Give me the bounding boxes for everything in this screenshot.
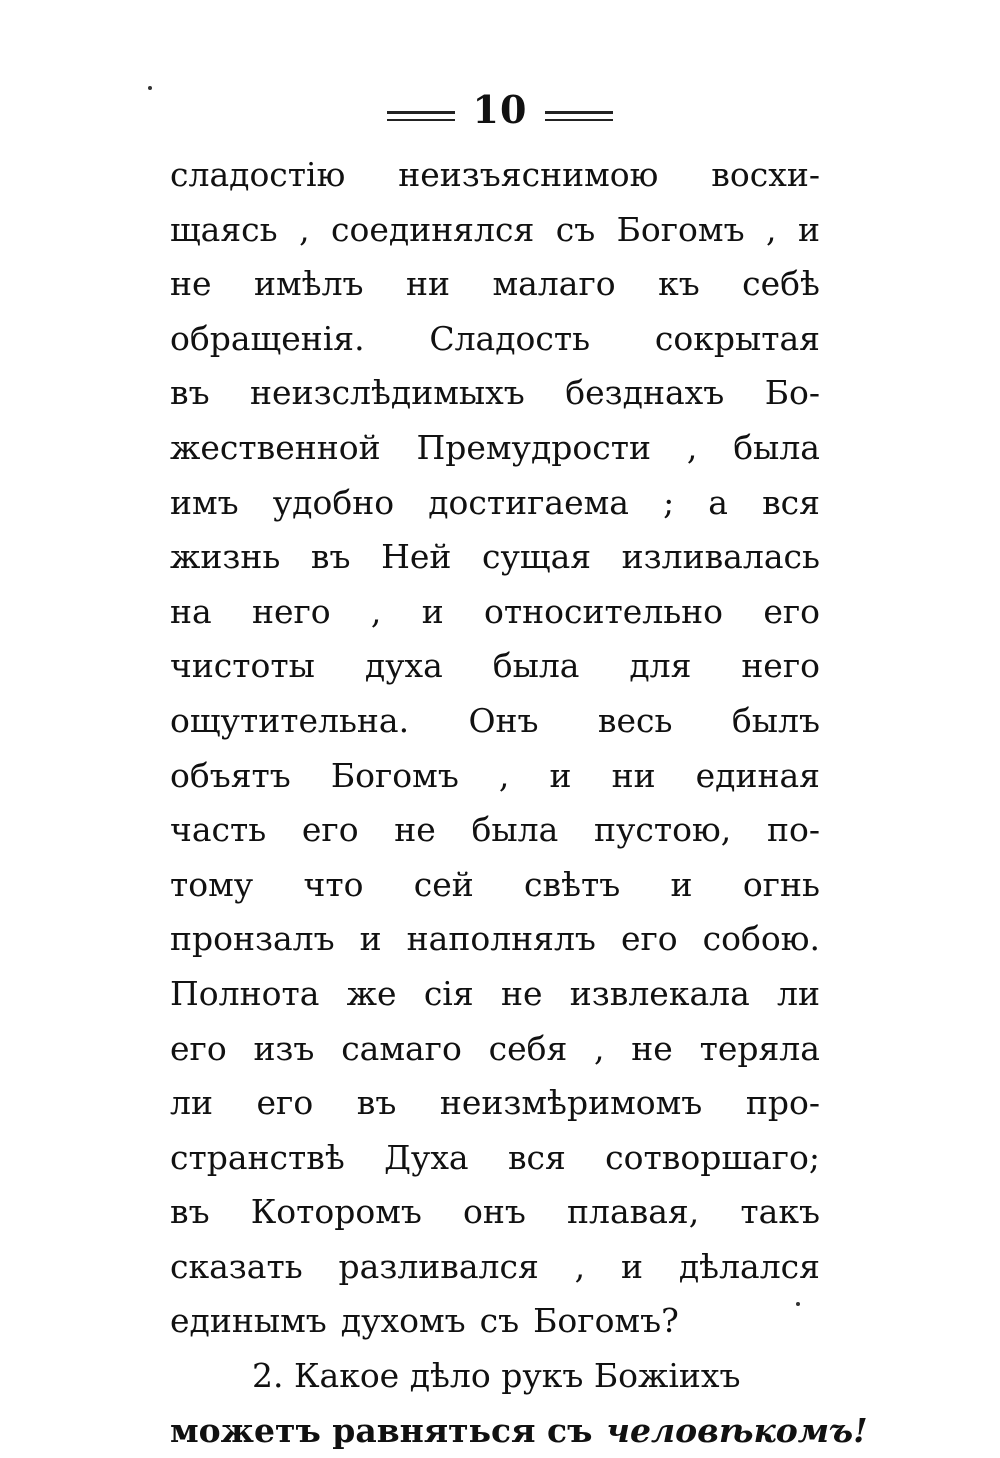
- text-line: [170, 858, 820, 913]
- text-line: [170, 639, 820, 694]
- word: такъ: [740, 1192, 820, 1232]
- word: и: [549, 755, 572, 795]
- word: ощутительна.: [170, 700, 410, 740]
- text-line: [170, 148, 820, 203]
- word: Которомъ: [250, 1192, 422, 1232]
- word: чистоты: [170, 646, 315, 686]
- text-line: [170, 366, 820, 421]
- word: безднахъ: [565, 373, 725, 413]
- word: вся: [762, 482, 820, 522]
- word: къ: [658, 264, 700, 304]
- header-rule-right: [545, 111, 613, 121]
- word: сія: [423, 973, 474, 1013]
- page-number: 10: [472, 86, 528, 132]
- text-line: [170, 1022, 820, 1077]
- text-line: [170, 203, 820, 258]
- text-line: [170, 312, 820, 367]
- word: была: [492, 646, 580, 686]
- word: щаясь: [170, 209, 278, 249]
- text-line: [170, 967, 820, 1022]
- word: Духа: [384, 1137, 469, 1177]
- word: неизмѣримомъ: [439, 1083, 703, 1123]
- print-speck: [796, 1302, 800, 1306]
- word: Богомъ: [330, 755, 459, 795]
- word: его: [763, 591, 820, 631]
- word: была: [471, 810, 559, 850]
- word: Полнота: [170, 973, 320, 1013]
- word: была: [733, 427, 820, 467]
- word: имъ: [170, 482, 239, 522]
- word: въ: [310, 537, 351, 577]
- word: изливалась: [621, 537, 820, 577]
- text-line: [170, 421, 820, 476]
- word: ,: [594, 1028, 605, 1068]
- word: пронзалъ: [170, 919, 335, 959]
- header-rule-left: [387, 111, 455, 121]
- word: не: [631, 1028, 673, 1068]
- word: и: [621, 1246, 643, 1286]
- word: весь: [597, 700, 673, 740]
- paragraph-1: [170, 148, 820, 1349]
- word: духомъ: [340, 1301, 466, 1341]
- word: собою.: [702, 919, 820, 959]
- word: въ: [170, 1192, 210, 1232]
- word: себя: [488, 1028, 568, 1068]
- text-line: [170, 585, 820, 640]
- word: часть: [170, 810, 267, 850]
- word: имѣлъ: [254, 264, 364, 304]
- word: себѣ: [742, 264, 820, 304]
- text-line: [170, 803, 820, 858]
- word: неизъяснимою: [398, 155, 659, 194]
- text-line: [170, 1131, 820, 1186]
- question-text-1: 2. Какое дѣло рукъ Божіихъ: [252, 1356, 741, 1396]
- word: по-: [766, 810, 820, 850]
- word: про-: [745, 1083, 820, 1123]
- word: въ: [170, 373, 210, 413]
- text-line: [170, 1076, 820, 1131]
- text-line: [170, 1294, 820, 1349]
- word: наполнялъ: [406, 919, 596, 959]
- word: Премудрости: [416, 427, 651, 467]
- word: онъ: [463, 1192, 526, 1232]
- word: духа: [364, 646, 443, 686]
- word: Ней: [381, 537, 452, 577]
- word: его: [170, 1028, 227, 1068]
- word: сей: [413, 864, 474, 904]
- question-text-2: можетъ равняться съ: [170, 1410, 593, 1450]
- word: сотворшаго;: [605, 1137, 820, 1177]
- word: ;: [663, 482, 675, 522]
- word: а: [708, 482, 728, 522]
- word: ли: [777, 973, 820, 1013]
- word: единымъ: [170, 1301, 327, 1341]
- word: его: [301, 810, 359, 850]
- word: былъ: [731, 700, 820, 740]
- word: Богомъ?: [533, 1301, 679, 1341]
- word: обращенія.: [170, 318, 365, 358]
- word: Онъ: [468, 700, 539, 740]
- word: же: [346, 973, 397, 1013]
- text-line: [170, 476, 820, 531]
- word: объятъ: [170, 755, 291, 795]
- word: ,: [299, 209, 310, 249]
- word: ни: [406, 264, 450, 304]
- text-line: [170, 749, 820, 804]
- word: ли: [170, 1083, 213, 1123]
- question-emphasis: человѣкомъ!: [606, 1410, 868, 1450]
- text-line: [170, 694, 820, 749]
- word: Сладость: [429, 318, 591, 358]
- print-speck: [148, 86, 152, 90]
- word: достигаема: [428, 482, 629, 522]
- text-line: [170, 530, 820, 585]
- word: малаго: [492, 264, 616, 304]
- word: огнь: [742, 864, 820, 904]
- word: не: [500, 973, 543, 1013]
- word: его: [256, 1083, 314, 1123]
- word: единая: [695, 755, 820, 795]
- word: и: [797, 209, 820, 249]
- word: него: [251, 591, 331, 631]
- question-line-2: [170, 1404, 868, 1458]
- word: Богомъ: [616, 209, 745, 249]
- word: него: [741, 646, 820, 686]
- word: и: [359, 919, 382, 959]
- text-line: [170, 912, 820, 967]
- word: сказать: [170, 1246, 303, 1286]
- word: плавая,: [567, 1192, 700, 1232]
- word: Бо-: [764, 373, 820, 413]
- word: ,: [766, 209, 777, 249]
- text-line: [170, 1240, 820, 1295]
- word: дѣлался: [678, 1246, 820, 1286]
- question-line-1: [170, 1349, 820, 1404]
- word: его: [620, 919, 678, 959]
- word: самаго: [341, 1028, 462, 1068]
- word: разливался: [338, 1246, 539, 1286]
- text-line: [170, 1185, 820, 1240]
- word: свѣтъ: [524, 864, 621, 904]
- word: ,: [574, 1246, 586, 1286]
- word: сущая: [481, 537, 592, 577]
- word: для: [629, 646, 692, 686]
- word: на: [170, 591, 212, 631]
- word: ,: [686, 427, 698, 467]
- word: удобно: [272, 482, 395, 522]
- word: теряла: [699, 1028, 820, 1068]
- body-text: [170, 148, 868, 1458]
- word: съ: [479, 1301, 520, 1341]
- word: ,: [370, 591, 382, 631]
- word: относительно: [483, 591, 724, 631]
- text-line: [170, 257, 820, 312]
- word: извлекала: [569, 973, 750, 1013]
- word: жественной: [170, 427, 381, 467]
- word: пустою,: [594, 810, 732, 850]
- word: вся: [507, 1137, 566, 1177]
- page-header: [0, 84, 1000, 134]
- word: ,: [498, 755, 510, 795]
- word: сладостію: [170, 155, 346, 194]
- word: и: [670, 864, 693, 904]
- word: неизслѣдимыхъ: [250, 373, 525, 413]
- word: жизнь: [170, 537, 281, 577]
- word: изъ: [253, 1028, 315, 1068]
- word: что: [303, 864, 364, 904]
- word: восхи-: [711, 155, 820, 194]
- word: странствѣ: [170, 1137, 345, 1177]
- word: не: [170, 264, 212, 304]
- word: и: [421, 591, 444, 631]
- word: сокрытая: [654, 318, 820, 358]
- word: съ: [555, 209, 596, 249]
- word: въ: [356, 1083, 397, 1123]
- word: ни: [611, 755, 656, 795]
- word: не: [394, 810, 436, 850]
- word: тому: [170, 864, 254, 904]
- word: соединялся: [331, 209, 535, 249]
